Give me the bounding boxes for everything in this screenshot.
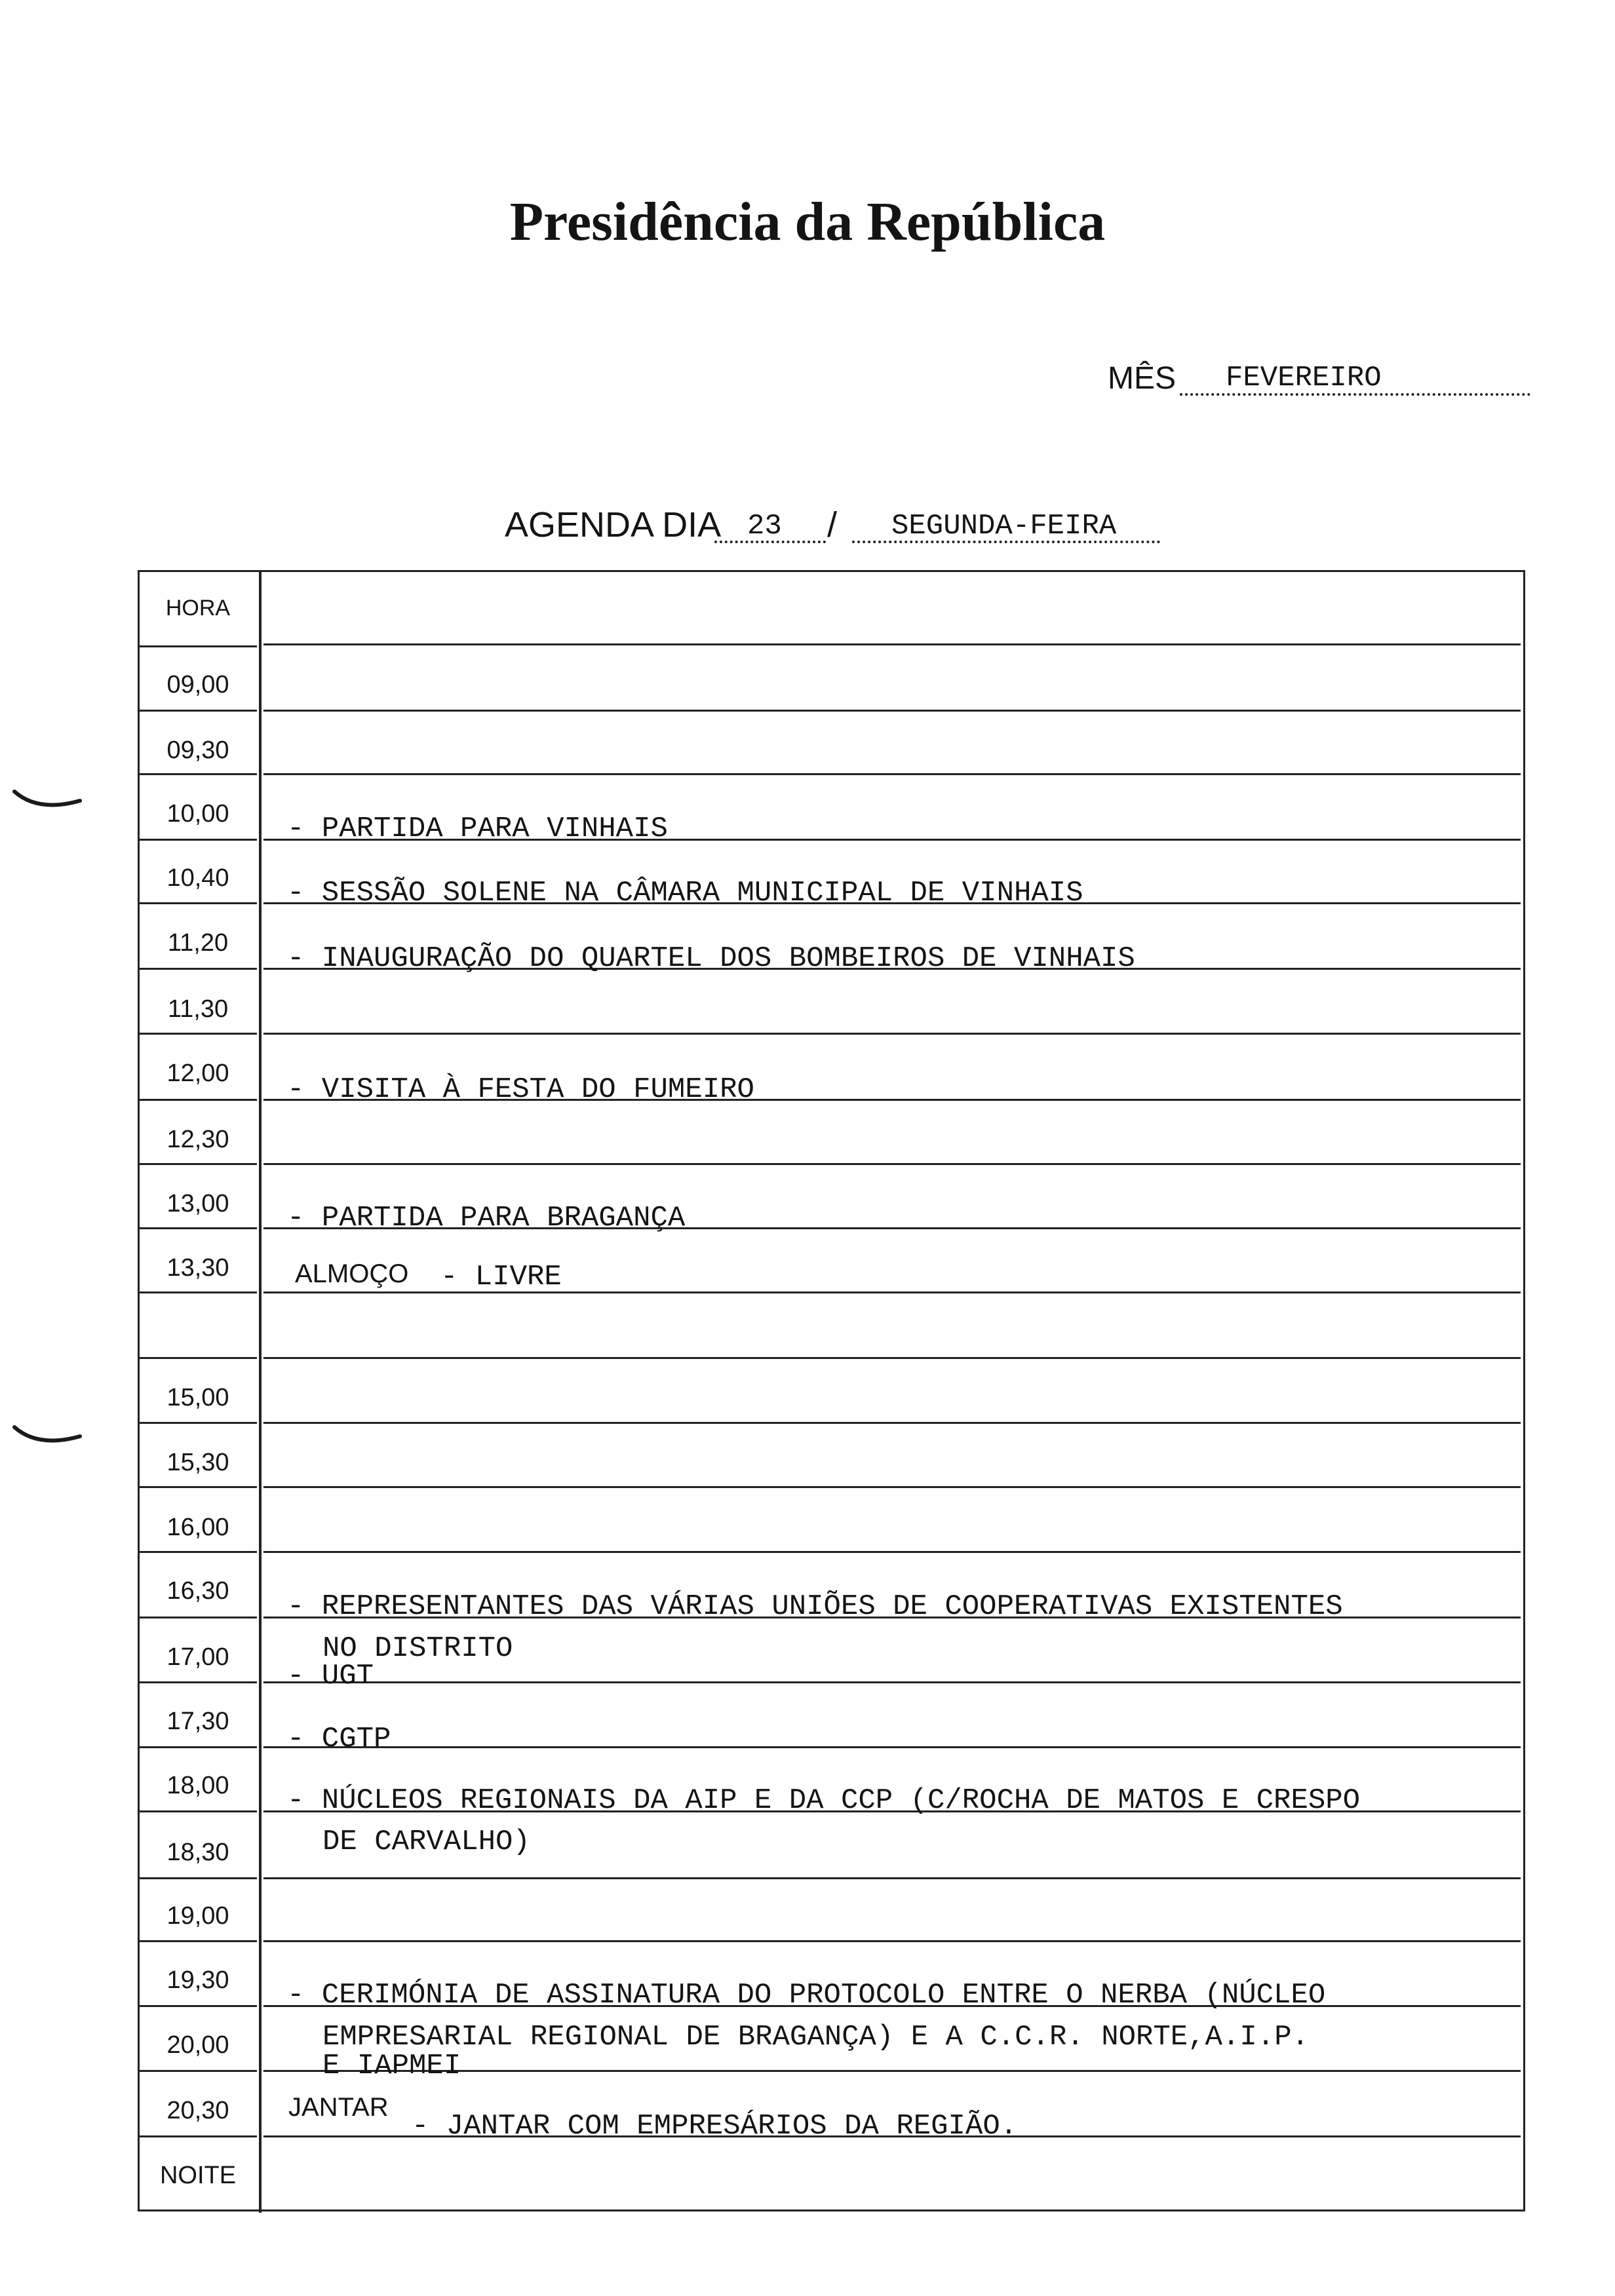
row-divider-hour [139,1033,257,1035]
agenda-entry: - JANTAR COM EMPRESÁRIOS DA REGIÃO. [412,2110,1018,2143]
row-line [263,1940,1521,1942]
row-divider-hour [139,773,257,775]
time-slot: 13,30 [166,1254,229,1282]
row-line [263,1357,1521,1359]
row-divider-hour [139,2005,257,2007]
time-slot: 11,30 [167,995,229,1023]
time-slot: 16,30 [166,1577,229,1605]
row-line [263,1486,1521,1488]
row-divider-hour [139,1551,257,1553]
agenda-entry: NO DISTRITO [322,1632,513,1665]
time-slot: 20,30 [166,2097,229,2124]
time-slot: 13,00 [166,1190,229,1217]
time-slot: 12,00 [166,1060,229,1087]
agenda-entry: - UGT [287,1660,374,1693]
time-slot: 09,00 [166,671,229,698]
agenda-entry: - PARTIDA PARA BRAGANÇA [287,1202,686,1234]
time-slot: 15,30 [166,1449,229,1476]
row-divider-hour [139,710,257,712]
agenda-entry: - INAUGURAÇÃO DO QUARTEL DOS BOMBEIROS DE VINHAIS [287,942,1135,975]
page-title: Presidência da República [509,191,1106,252]
margin-bracket-mark [12,1422,84,1448]
agenda-entry: - CERIMÓNIA DE ASSINATURA DO PROTOCOLO ENTRE O NERBA (NÚCLEO [287,1979,1326,2012]
time-slot: 15,00 [166,1384,229,1411]
time-slot: 19,30 [166,1966,229,1994]
time-slot: 18,30 [166,1839,229,1866]
time-slot: 17,30 [166,1708,229,1735]
header-divider-hour [139,645,257,647]
agenda-entry: - NÚCLEOS REGIONAIS DA AIP E DA CCP (C/ROCHA DE MATOS E CRESPO [287,1784,1361,1817]
time-slot: 11,20 [167,929,229,957]
agenda-entry-label: ALMOÇO [295,1259,409,1288]
time-slot: 16,00 [166,1514,229,1541]
time-slot: 12,30 [166,1126,229,1153]
date-separator: / [827,505,838,545]
row-divider-hour [139,1810,257,1812]
row-divider-hour [139,1357,257,1359]
row-divider-hour [139,1940,257,1942]
time-slot: NOITE [159,2162,237,2189]
agenda-entry: - LIVRE [440,1261,562,1293]
row-line [263,1681,1521,1683]
agenda-entry-label: JANTAR [288,2093,389,2122]
row-divider-hour [139,1422,257,1424]
row-line [263,1746,1521,1748]
row-line [263,710,1521,712]
time-slot: 18,00 [166,1772,229,1799]
month-value: FEVEREIRO [1226,362,1382,394]
row-divider-hour [139,839,257,841]
header-divider [263,643,1521,645]
time-slot: 10,00 [166,800,229,828]
row-line [263,1551,1521,1553]
time-slot: 17,00 [166,1643,229,1671]
agenda-entry: DE CARVALHO) [322,1826,530,1858]
agenda-day-label: AGENDA DIA [505,505,722,545]
row-divider-hour [139,1877,257,1879]
hour-column-header: HORA [165,596,231,621]
row-line [263,1163,1521,1165]
agenda-entry: E IAPMEI [322,2050,461,2082]
row-divider-hour [139,2135,257,2137]
agenda-entry: - PARTIDA PARA VINHAIS [287,813,668,845]
row-divider-hour [139,1099,257,1101]
agenda-entry: EMPRESARIAL REGIONAL DE BRAGANÇA) E A C.C.R. NORTE,A.I.P. [322,2021,1310,2054]
agenda-entry: - REPRESENTANTES DAS VÁRIAS UNIÕES DE COOPERATIVAS EXISTENTES [287,1590,1343,1623]
row-divider-hour [139,968,257,970]
row-line [263,1422,1521,1424]
row-divider-hour [139,902,257,904]
row-divider-hour [139,1292,257,1293]
margin-bracket-mark [12,786,84,813]
day-value: 23 [747,510,782,543]
agenda-entry: - CGTP [287,1723,391,1755]
row-divider-hour [139,1746,257,1748]
row-divider-hour [139,1163,257,1165]
row-line [263,1877,1521,1879]
time-slot: 19,00 [166,1902,229,1930]
row-line [263,1033,1521,1035]
row-divider-hour [139,1227,257,1229]
weekday-value: SEGUNDA-FEIRA [891,510,1117,543]
time-slot: 20,00 [166,2031,229,2059]
agenda-entry: - SESSÃO SOLENE NA CÂMARA MUNICIPAL DE VINHAIS [287,877,1083,909]
time-slot: 09,30 [166,737,229,764]
row-line [263,773,1521,775]
time-slot: 10,40 [166,864,229,892]
agenda-entry: - VISITA À FESTA DO FUMEIRO [287,1073,754,1106]
row-divider-hour [139,1617,257,1618]
row-divider-hour [139,1681,257,1683]
row-divider-hour [139,1486,257,1488]
month-label: MÊS [1108,361,1177,396]
row-divider-hour [139,2070,257,2072]
hour-column-separator [259,571,262,2213]
